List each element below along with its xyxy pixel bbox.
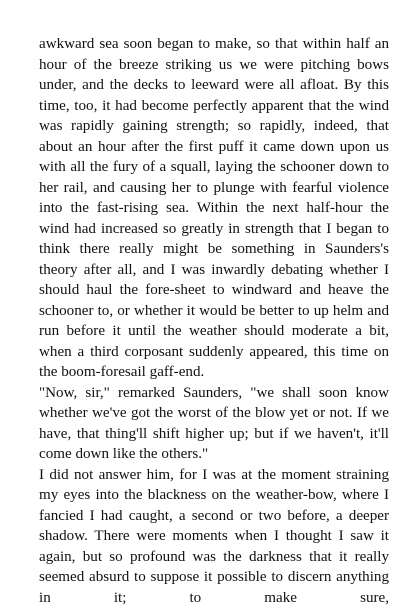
paragraph-2: "Now, sir," remarked Saunders, "we shall soon know whether we've got the worst of the blow yet or not. If we have, that thing'll shift higher up; but if we haven't, it'll come down like the others." [39, 383, 389, 465]
page-body [39, 34, 389, 608]
paragraph-3: I did not answer him, for I was at the moment straining my eyes into the blackness on the weather-bow, where I fancied I had caught, a second or two before, a deeper shadow. There were moments when I thought I saw it again, but so profound was the darkness that it really seemed absurd to suppose it possible to discern anything in it; to make sure, [39, 465, 389, 608]
paragraph-1: awkward sea soon began to make, so that within half an hour of the breeze striking us we were pitching bows under, and the decks to leeward were all afloat. By this time, too, it had become perfectly apparent that the wind was rapidly gaining strength; so rapidly, indeed, that about an hour after the first puff it came down upon us with all the fury of a squall, laying the schooner down to her rail, and causing her to plunge with fearful violence into the fast-rising sea. Within the next half-hour the wind had increased so greatly in strength that I began to think there really might be something in Saunders's theory after all, and I was inwardly debating whether I should haul the fore-sheet to windward and heave the schooner to, or whether it would be better to up helm and run before it until the weather should moderate a bit, when a third corposant suddenly appeared, this time on the boom-foresail gaff-end. [39, 34, 389, 383]
